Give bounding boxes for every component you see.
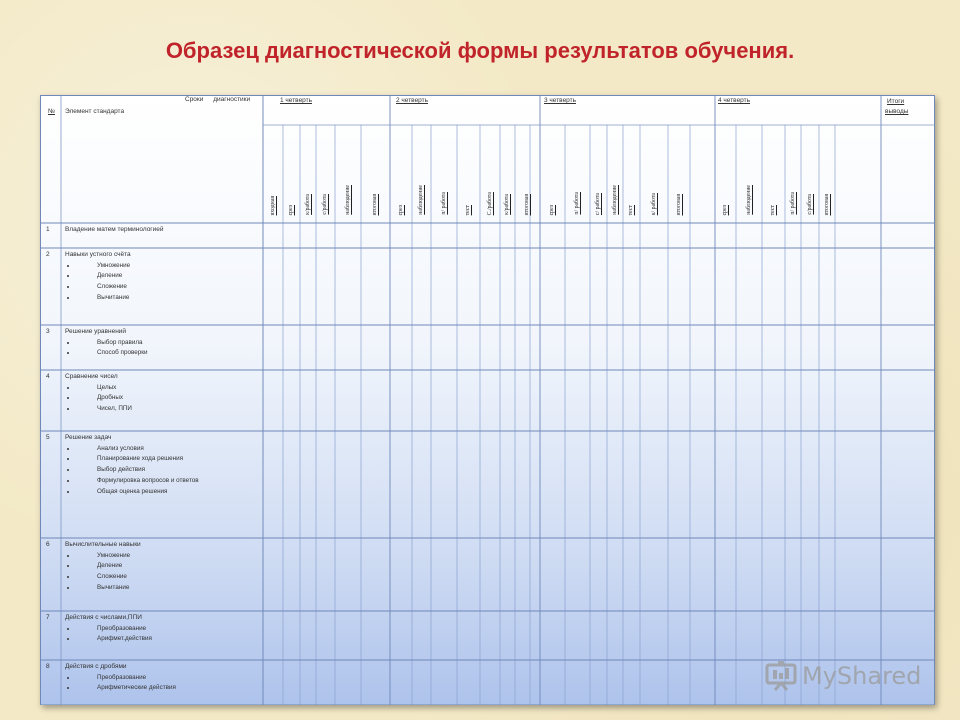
list-item: • Сложение bbox=[77, 572, 260, 583]
header-element: Элемент стандарта bbox=[65, 108, 125, 115]
row-items-list bbox=[65, 673, 260, 695]
column-label: срез bbox=[722, 204, 728, 215]
row-title: Решение задач bbox=[65, 434, 112, 441]
quarter-2-label: 2 четверть bbox=[396, 97, 429, 104]
column-label: к/ работа bbox=[650, 192, 657, 215]
column-label: итоговая bbox=[372, 193, 378, 215]
column-label: тест bbox=[770, 204, 776, 215]
conclusions-label: выводы bbox=[885, 108, 909, 115]
table-row bbox=[65, 372, 260, 415]
table-row bbox=[65, 250, 260, 304]
table-row bbox=[65, 433, 260, 498]
list-item: • Выбор действия bbox=[77, 465, 260, 476]
row-title: Решение уравнений bbox=[65, 328, 127, 335]
column-label: итоговая bbox=[675, 193, 682, 215]
row-title: Вычислительные навыки bbox=[65, 541, 141, 548]
row-number: 1 bbox=[46, 226, 50, 233]
list-item: • Сложение bbox=[77, 282, 260, 293]
column-label: с/ работа bbox=[595, 192, 601, 215]
list-item: • Арифметические действия bbox=[77, 683, 260, 694]
quarter-1-label: 1 четверть bbox=[280, 97, 313, 104]
list-item: • Чисел, ППИ bbox=[77, 404, 260, 415]
row-title: Владение матем терминологией bbox=[65, 226, 164, 233]
watermark-text: MyShared bbox=[802, 662, 922, 690]
table-row bbox=[65, 540, 260, 594]
row-title: Действия с числами,ППИ bbox=[65, 614, 142, 621]
column-label: к/работа bbox=[304, 194, 311, 215]
column-label: наблюдение bbox=[418, 185, 424, 215]
row-number: 4 bbox=[46, 373, 50, 380]
row-title: Действия с дробями bbox=[65, 663, 127, 670]
row-items-list bbox=[65, 551, 260, 594]
row-items-list bbox=[65, 338, 260, 360]
row-items-list bbox=[65, 261, 260, 304]
table-row bbox=[65, 327, 260, 359]
column-label: наблюдение bbox=[611, 185, 618, 215]
list-item: • Формулировка вопросов и ответов bbox=[77, 476, 260, 487]
column-label: к/работа bbox=[504, 194, 510, 215]
list-item: • Выбор правила bbox=[77, 338, 260, 349]
list-item: • Вычитание bbox=[77, 583, 260, 594]
table-row bbox=[65, 225, 260, 236]
watermark-logo bbox=[764, 654, 934, 698]
list-item: • Умножение bbox=[77, 261, 260, 272]
list-item: • Преобразование bbox=[77, 624, 260, 635]
column-label: входная bbox=[269, 195, 276, 215]
list-item: • Умножение bbox=[77, 551, 260, 562]
row-number: 2 bbox=[46, 251, 50, 258]
row-items-list bbox=[65, 624, 260, 646]
list-item: • Деление bbox=[77, 561, 260, 572]
diagnostic-form-sheet bbox=[40, 95, 935, 705]
list-item: • Преобразование bbox=[77, 673, 260, 684]
totals-label: Итоги bbox=[887, 98, 905, 105]
column-label: срез bbox=[397, 204, 404, 215]
list-item: • Анализ условия bbox=[77, 444, 260, 455]
row-number: 5 bbox=[46, 434, 50, 441]
list-item: • Целых bbox=[77, 383, 260, 394]
presentation-icon bbox=[764, 661, 798, 691]
column-label: наблюдение bbox=[344, 185, 351, 215]
row-number: 7 bbox=[46, 614, 50, 621]
column-label: итоговая bbox=[823, 193, 830, 215]
page-title: Образец диагностической формы результатов обучения. bbox=[165, 38, 795, 63]
row-number: 6 bbox=[46, 541, 50, 548]
row-items-list bbox=[65, 444, 260, 498]
list-item: • Способ проверки bbox=[77, 348, 260, 359]
column-label: с/работа bbox=[806, 194, 813, 215]
row-items-list bbox=[65, 383, 260, 415]
column-label: С./работа bbox=[486, 191, 493, 215]
list-item: • Вычитание bbox=[77, 293, 260, 304]
quarter-4-label: 4 четверть bbox=[718, 97, 751, 104]
row-title: Сравнение чисел bbox=[65, 373, 118, 380]
column-label: наблюдение bbox=[745, 185, 752, 215]
table-row bbox=[65, 613, 260, 645]
column-label: тест bbox=[465, 204, 471, 215]
column-label: итоговая bbox=[524, 193, 530, 215]
header-num: № bbox=[48, 108, 55, 115]
table-row bbox=[65, 662, 260, 694]
list-item: • Арифмет.действия bbox=[77, 634, 260, 645]
list-item: • Деление bbox=[77, 271, 260, 282]
quarter-3-label: 3 четверть bbox=[544, 97, 577, 104]
row-title: Навыки устного счёта bbox=[65, 251, 131, 258]
column-label: п/ работа bbox=[574, 192, 580, 215]
list-item: • Дробных bbox=[77, 393, 260, 404]
column-label: п/ работа bbox=[789, 192, 796, 215]
column-label: п/ работа bbox=[440, 192, 447, 215]
row-number: 8 bbox=[46, 663, 50, 670]
row-number: 3 bbox=[46, 328, 50, 335]
column-label: тест bbox=[628, 204, 634, 215]
column-label: срез bbox=[549, 204, 555, 215]
list-item: • Планирование хода решения bbox=[77, 454, 260, 465]
column-label: срез bbox=[288, 204, 294, 215]
header-terms: Сроки диагностики bbox=[185, 96, 251, 103]
list-item: • Общая оценка решения bbox=[77, 487, 260, 498]
column-label: с/работа bbox=[322, 194, 328, 215]
